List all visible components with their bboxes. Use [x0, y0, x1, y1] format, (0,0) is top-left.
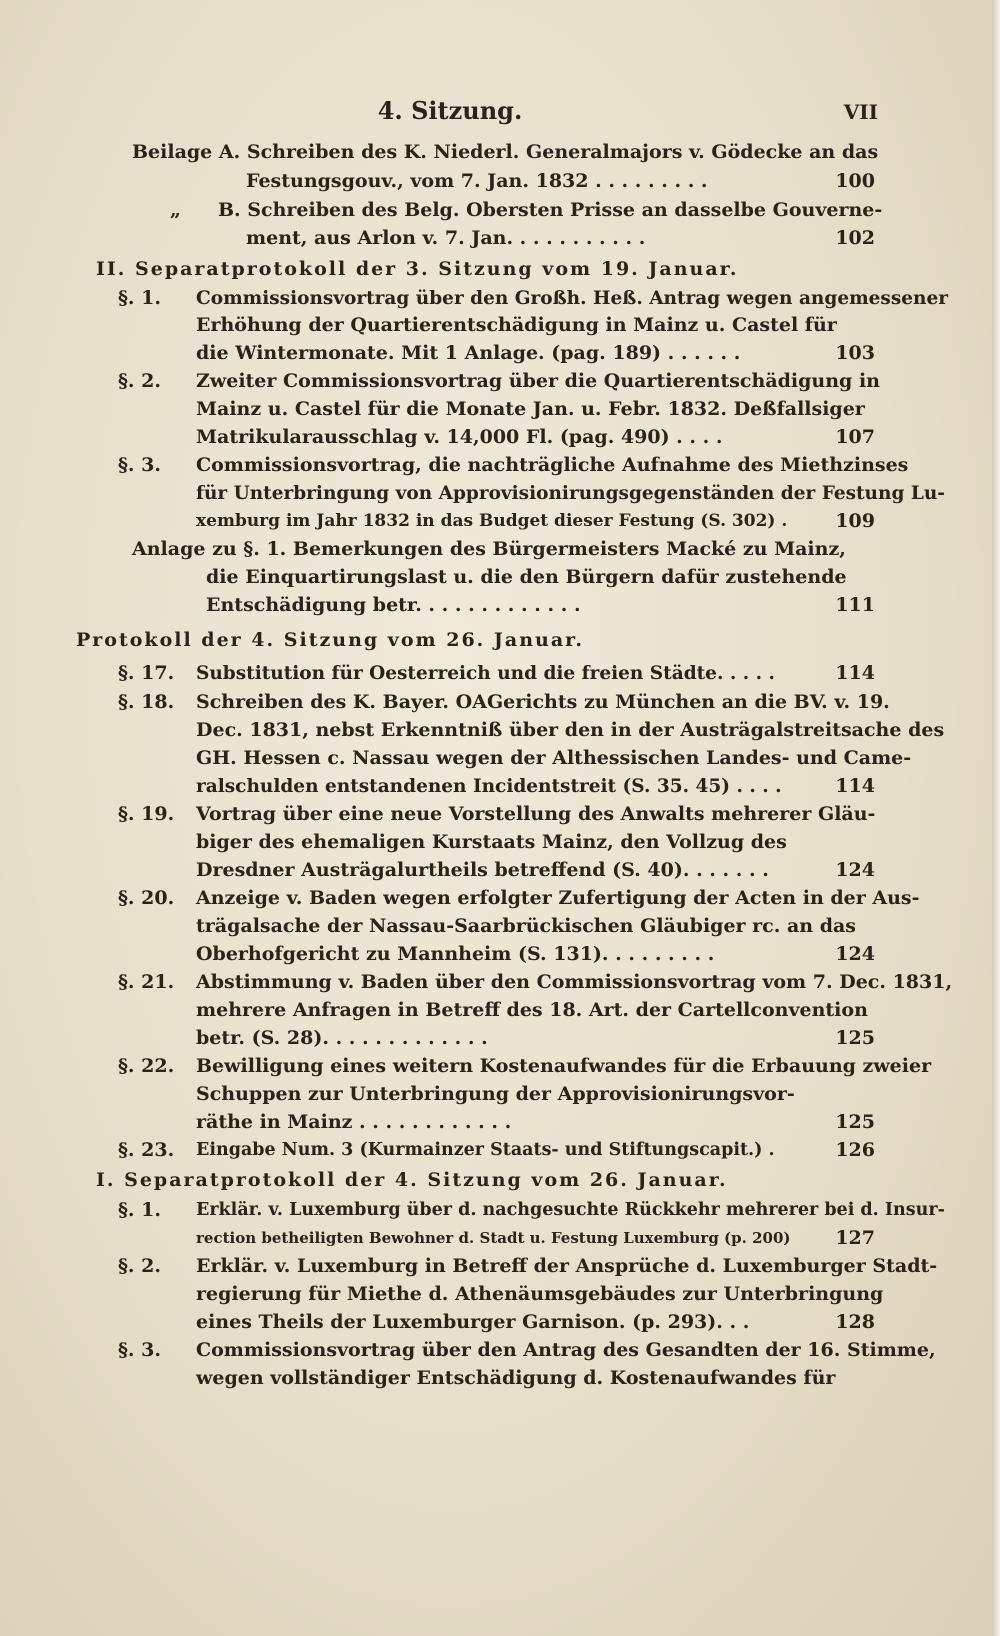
toc-page-number: 124: [835, 859, 875, 881]
toc-page-number: 125: [835, 1027, 875, 1049]
page-edge: [992, 0, 1000, 1636]
toc-page-number: 127: [835, 1227, 875, 1249]
toc-page-number: 126: [835, 1139, 875, 1161]
toc-page-number: 114: [835, 662, 875, 684]
toc-page-number: 107: [835, 426, 875, 448]
running-title: 4. Sitzung.: [377, 96, 523, 125]
toc-page-number: 103: [835, 342, 875, 364]
page-header: [0, 96, 1000, 136]
toc-page-number: 102: [835, 227, 875, 249]
toc-page-number: 114: [835, 775, 875, 797]
book-page: 4. Sitzung. VII Beilage A. Schreiben des K. Niederl. Generalmajors v. Gödecke an das Festungsgouv., vom 7. Jan. 1832 . . . . . . . . . 100 „ B. Schreiben des Belg. Obersten Prisse an dasselbe Gouverne- ment, aus Arlon v. 7. Jan. . . . . . . . . . . 102 II. Separatprotokoll der 3. Sitzung vom 19. Januar. §. 1. Commissionsvortrag über den Großh. Heß. Antrag wegen angemessener Erhöhung der Quartierentschädigung in Mainz u. Castel für die Wintermonate. Mit 1 Anlage. (pag. 189) . . . . . . 103 §. 2. Zweiter Commissionsvortrag über die Quartierentschädigung in Mainz u. Castel für die Monate Jan. u. Febr. 1832. Deßfallsiger Matrikularausschlag v. 14,000 Fl. (pag. 490) . . . . 107 §. 3. Commissionsvortrag, die nachträgliche Aufnahme des Miethzinses für Unterbringung von Approvisionirungsgegenständen der Festung Lu- xemburg im Jahr 1832 in das Budget dieser Festung (S. 302) . 109 Anlage zu §. 1. Bemerkungen des Bürgermeisters Macké zu Mainz, die Einquartirungslast u. die den Bürgern dafür zustehende Entschädigung betr. . . . . . . . . . . . . 111 Protokoll der 4. Sitzung vom 26. Januar. §. 17. Substitution für Oesterreich und die freien Städte. . . . . 114 §. 18. Schreiben des K. Bayer. OAGerichts zu München an die BV. v. 19. Dec. 1831, nebst Erkenntniß über den in der Austrägalstreitsache des GH. Hessen c. Nassau wegen der Althessischen Landes- und Came- ralschulden entstandenen Incidentstreit (S. 35. 45) . . . . 114 §. 19. Vortrag über eine neue Vorstellung des Anwalts mehrerer Gläu- biger des ehemaligen Kurstaats Mainz, den Vollzug des Dresdner Austrägalurtheils betreffend (S. 40). . . . . . . 124 §. 20. Anzeige v. Baden wegen erfolgter Zufertigung der Acten in der Aus- trägalsache der Nassau-Saarbrückischen Gläubiger rc. an das Oberhofgericht zu Mannheim (S. 131). . . . . . . . . 124 §. 21. Abstimmung v. Baden über den Commissionsvortrag vom 7. Dec. 1831, mehrere Anfragen in Betreff des 18. Art. der Cartellconvention betr. (S. 28). . . . . . . . . . . . . 125 §. 22. Bewilligung eines weitern Kostenaufwandes für die Erbauung zweier Schuppen zur Unterbringung der Approvisionirungsvor- räthe in Mainz . . . . . . . . . . . . 125 §. 23. Eingabe Num. 3 (Kurmainzer Staats- und Stiftungscapit.) . 126 I. Separatprotokoll der 4. Sitzung vom 26. Januar. §. 1. Erklär. v. Luxemburg über d. nachgesuchte Rückkehr mehrerer bei d. Insur- rection betheiligten Bewohner d. Stadt u. Festung Luxemburg (p. 200) 127 §. 2. Erklär. v. Luxemburg in Betreff der Ansprüche d. Luxemburger Stadt- regierung für Miethe d. Athenäumsgebäudes zur Unterbringung eines Theils der Luxemburger Garnison. (p. 293). . . 128 §. 3. Commissionsvortrag über den Antrag des Gesandten der 16. Stimme, wegen vollständiger Entschädigung d. Kostenaufwandes für: [0, 0, 1000, 1636]
toc-page-number: 111: [835, 594, 875, 616]
page-number: VII: [843, 100, 878, 124]
toc-page-number: 128: [835, 1311, 875, 1333]
toc-page-number: 125: [835, 1111, 875, 1133]
toc-page-number: 109: [835, 510, 875, 532]
toc-page-number: 124: [835, 943, 875, 965]
toc-page-number: 100: [835, 170, 875, 192]
